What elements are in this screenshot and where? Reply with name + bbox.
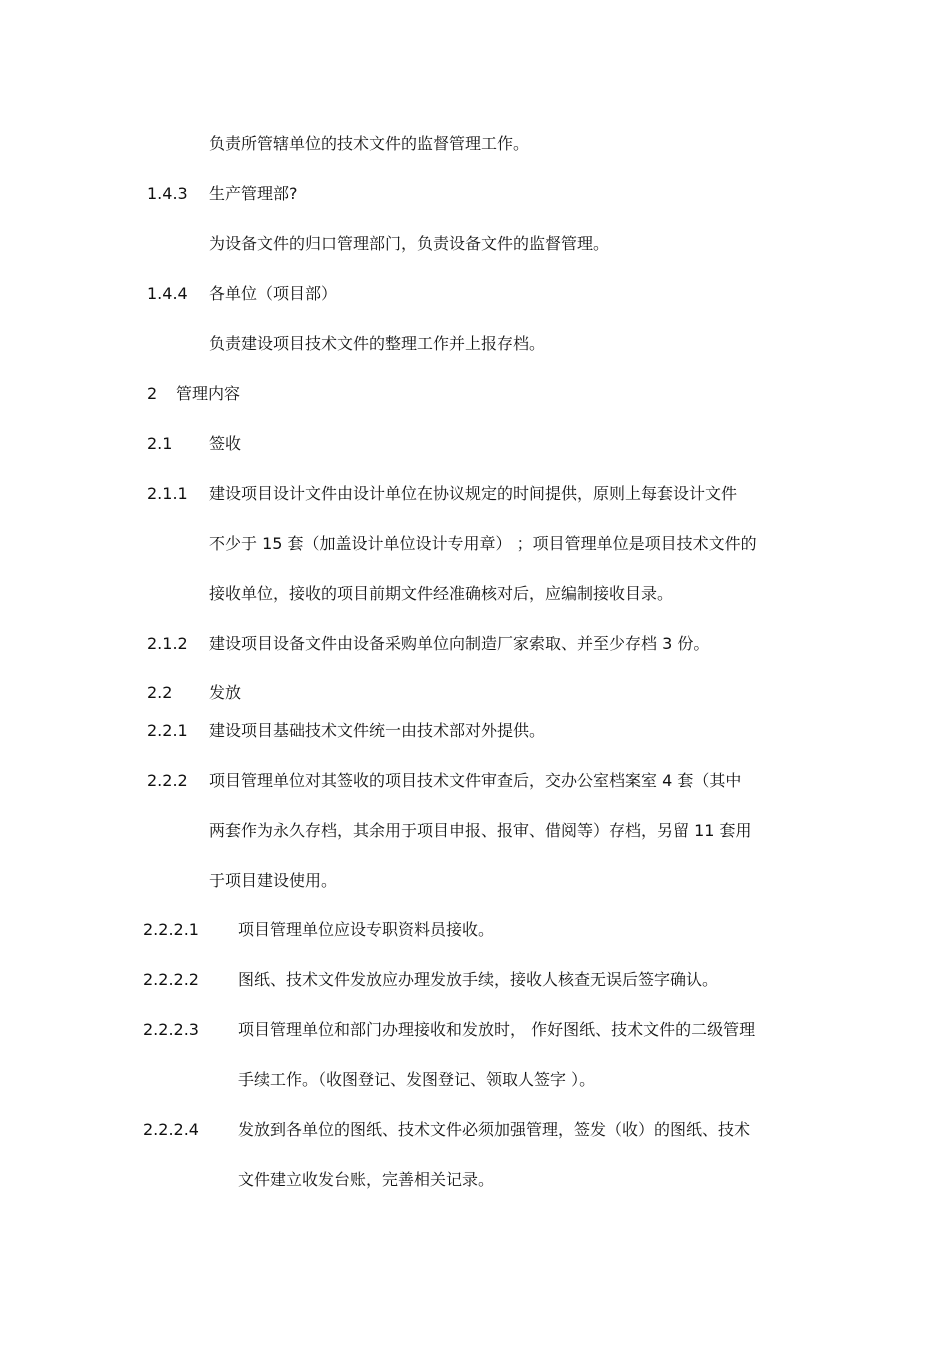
paragraph-line: 两套作为永久存档，其余用于项目申报、报审、借阅等）存档，另留 11 套用 bbox=[209, 821, 752, 840]
section-heading: 管理内容 bbox=[176, 384, 241, 403]
paragraph-line: 为设备文件的归口管理部门，负责设备文件的监督管理。 bbox=[209, 234, 610, 253]
section-number: 2.2.2 bbox=[147, 771, 188, 790]
paragraph-line: 图纸、技术文件发放应办理发放手续，接收人核查无误后签字确认。 bbox=[238, 970, 719, 989]
section-number: 2.2.2.1 bbox=[143, 920, 199, 939]
section-number: 2.2.1 bbox=[147, 721, 188, 740]
section-heading: 各单位（项目部） bbox=[209, 284, 338, 303]
paragraph-line: 项目管理单位应设专职资料员接收。 bbox=[238, 920, 495, 939]
section-heading: 签收 bbox=[209, 434, 242, 453]
paragraph-line: 项目管理单位和部门办理接收和发放时， 作好图纸、技术文件的二级管理 bbox=[238, 1020, 756, 1039]
paragraph-line: 手续工作。（收图登记、发图登记、领取人签字 ）。 bbox=[238, 1070, 596, 1089]
paragraph-line: 接收单位，接收的项目前期文件经准确核对后，应编制接收目录。 bbox=[209, 584, 674, 603]
section-number: 2.2 bbox=[147, 683, 173, 702]
paragraph-line: 项目管理单位对其签收的项目技术文件审查后，交办公室档案室 4 套（其中 bbox=[209, 771, 742, 790]
section-number: 2.1 bbox=[147, 434, 173, 453]
section-number: 2 bbox=[147, 384, 158, 403]
section-number: 2.2.2.4 bbox=[143, 1120, 199, 1139]
paragraph-line: 建设项目设计文件由设计单位在协议规定的时间提供，原则上每套设计文件 bbox=[209, 484, 738, 503]
section-number: 2.2.2.3 bbox=[143, 1020, 199, 1039]
section-heading: 生产管理部? bbox=[209, 184, 298, 203]
section-number: 2.1.2 bbox=[147, 634, 188, 653]
section-heading: 发放 bbox=[209, 683, 242, 702]
paragraph-line: 建设项目设备文件由设备采购单位向制造厂家索取、并至少存档 3 份。 bbox=[209, 634, 710, 653]
section-number: 2.2.2.2 bbox=[143, 970, 199, 989]
paragraph-line: 文件建立收发台账，完善相关记录。 bbox=[238, 1170, 495, 1189]
paragraph-line: 负责建设项目技术文件的整理工作并上报存档。 bbox=[209, 334, 546, 353]
paragraph-line: 负责所管辖单位的技术文件的监督管理工作。 bbox=[209, 134, 530, 153]
section-number: 2.1.1 bbox=[147, 484, 188, 503]
section-number: 1.4.3 bbox=[147, 184, 188, 203]
paragraph-line: 于项目建设使用。 bbox=[209, 871, 338, 890]
paragraph-line: 不少于 15 套（加盖设计单位设计专用章） ；项目管理单位是项目技术文件的 bbox=[209, 534, 757, 553]
section-number: 1.4.4 bbox=[147, 284, 188, 303]
paragraph-line: 建设项目基础技术文件统一由技术部对外提供。 bbox=[209, 721, 546, 740]
paragraph-line: 发放到各单位的图纸、技术文件必须加强管理，签发（收）的图纸、技术 bbox=[238, 1120, 751, 1139]
